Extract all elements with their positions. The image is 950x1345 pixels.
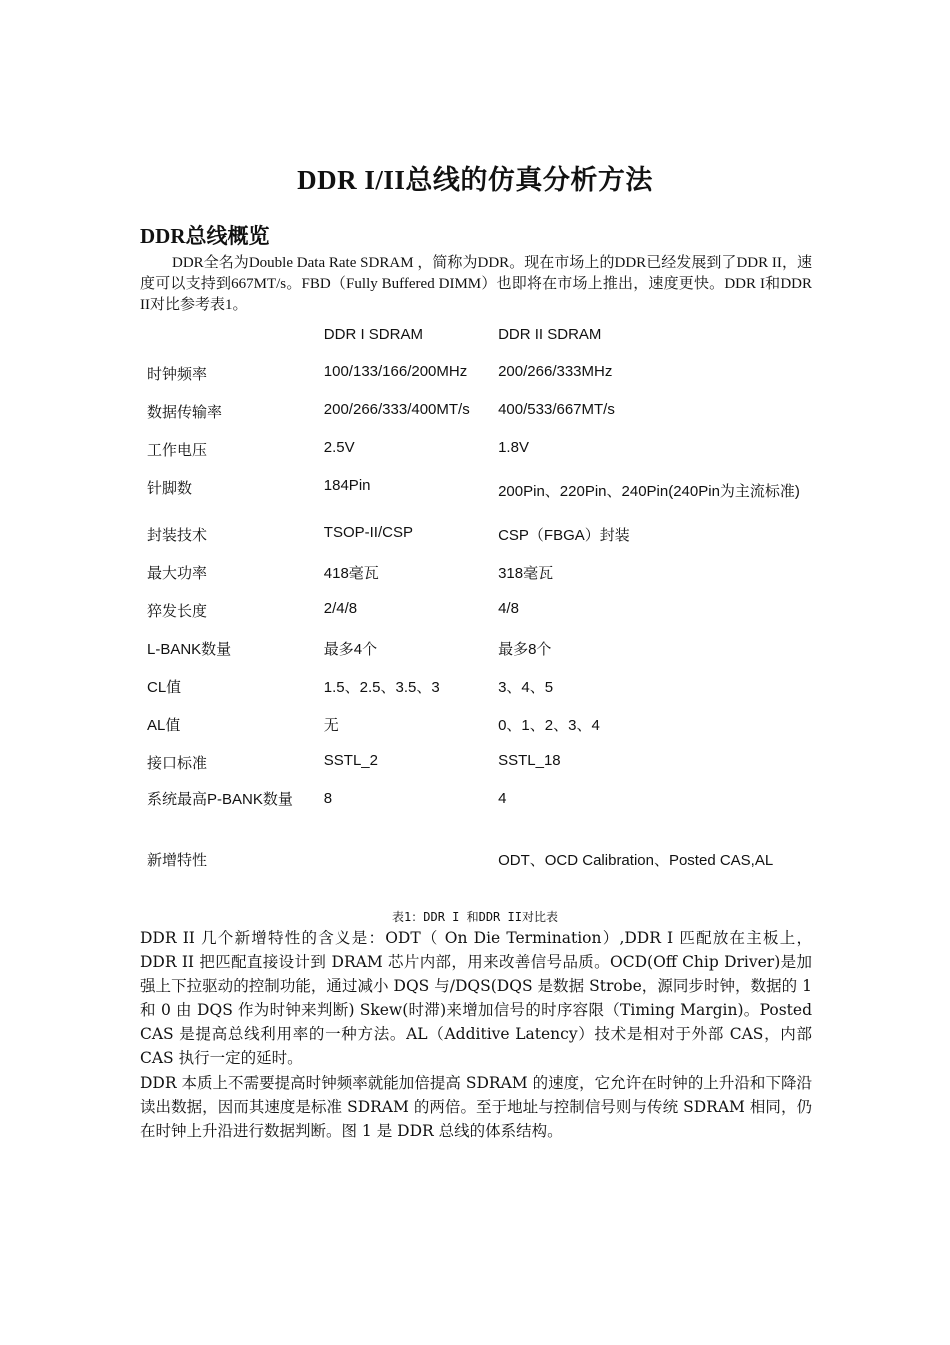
document-title: DDR I/II总线的仿真分析方法 (297, 165, 653, 195)
table-cell: 4/8 (498, 600, 519, 617)
table-cell: SSTL_2 (323, 752, 378, 769)
table-cell: TSOP-II/CSP (323, 524, 413, 541)
table-cell: L-BANK数量 (147, 641, 232, 658)
table-cell: 3、4、5 (498, 679, 554, 696)
intro-paragraph: DDR全名为Double Data Rate SDRAM ，简称为DDR。现在市场上的DDR已经发展到了DDR II，速度可以支持到667MT/s。FBD（Fully Buffered DIMM）也即将在市场上推出，速度更快。DDR I和DDR II对比参考表1。 (140, 255, 812, 313)
table-cell (324, 843, 498, 881)
body-paragraph: DDR 本质上不需要提高时钟频率就能加倍提高 SDRAM 的速度，它允许在时钟的上升沿和下降沿读出数据，因而其速度是标准 SDRAM 的两倍。至于地址与控制信号则与传统 SDRAM 相同，仍在时钟上升沿进行数据判断。图 1 是 DDR 总线的体系结构。 (140, 1074, 812, 1140)
ddr-comparison-table (140, 323, 820, 881)
table-cell: 新增特性 (147, 852, 208, 869)
table-row (140, 670, 820, 708)
table-cell: 猝发长度 (147, 603, 208, 620)
table-cell: 数据传输率 (147, 404, 223, 421)
table-cell: 184Pin (323, 477, 371, 494)
table-row (140, 843, 820, 881)
table-cell: 418毫瓦 (323, 565, 379, 582)
table-cell: 100/133/166/200MHz (323, 363, 468, 380)
section-heading: DDR总线概览 (140, 224, 270, 248)
table-cell: 1.5、2.5、3.5、3 (323, 679, 440, 696)
table-cell: 2/4/8 (323, 600, 358, 617)
table-header-cell (140, 323, 324, 357)
table-row (140, 594, 820, 632)
table-row (140, 518, 820, 556)
table-cell: 318毫瓦 (498, 565, 554, 582)
table-cell: 0、1、2、3、4 (498, 717, 600, 734)
table-row (140, 395, 820, 433)
body-paragraph: DDR II 几个新增特性的含义是：ODT（ On Die Termination）,DDR I 匹配放在主板上，DDR II 把匹配直接设计到 DRAM 芯片内部，用来改善信号品质。OCD(Off Chip Driver)是加强上下拉驱动的控制功能，通过减小 DQS 与/DQS(DQS 是数据 Strobe，源同步时钟，数据的 1 和 0 由 DQS 作为时钟来判断) Skew(时滞)来增加信号的时序容限（Timing Margin)。Posted CAS 是提高总线利用率的一种方法。AL（Additive Latency）技术是相对于外部 CAS，内部 CAS 执行一定的延时。 (140, 929, 812, 1067)
table-cell: 时钟频率 (147, 366, 208, 383)
table-cell: 工作电压 (147, 442, 208, 459)
table-row (140, 556, 820, 594)
table-cell: CL值 (147, 679, 182, 696)
table-cell: 系统最高P-BANK数量 (147, 791, 293, 808)
table-row (140, 784, 820, 843)
table-cell: ODT、OCD Calibration、Posted CAS,AL (498, 852, 774, 869)
table-caption: 表1：DDR I 和DDR II对比表 (392, 910, 558, 924)
table-cell: AL值 (147, 717, 181, 734)
table-row (140, 708, 820, 746)
table-row (140, 632, 820, 670)
table-cell: 1.8V (498, 439, 529, 456)
table-cell: 4 (498, 790, 507, 807)
table-cell: 200/266/333MHz (498, 363, 613, 380)
table-cell: 最多4个 (323, 641, 378, 658)
table-cell: 接口标准 (147, 755, 208, 772)
table-cell: 最大功率 (147, 565, 208, 582)
table-cell: 2.5V (323, 439, 355, 456)
table-cell: CSP（FBGA）封装 (498, 527, 630, 544)
table-header-row (140, 323, 820, 357)
table-cell: 200/266/333/400MT/s (323, 401, 470, 418)
table-header-cell: DDR I SDRAM (323, 326, 423, 343)
table-row (140, 433, 820, 471)
table-cell: SSTL_18 (498, 752, 561, 769)
table-header-cell: DDR II SDRAM (498, 326, 602, 343)
table-cell: 针脚数 (147, 480, 193, 497)
table-cell: 封装技术 (147, 527, 208, 544)
table-cell: 8 (323, 790, 333, 807)
table-row (140, 357, 820, 395)
table-cell: 200Pin、220Pin、240Pin(240Pin为主流标准) (498, 483, 800, 500)
table-cell: 最多8个 (498, 641, 552, 658)
table-row (140, 746, 820, 784)
table-cell: 无 (323, 717, 339, 734)
table-cell: 400/533/667MT/s (498, 401, 615, 418)
table-row (140, 471, 820, 518)
